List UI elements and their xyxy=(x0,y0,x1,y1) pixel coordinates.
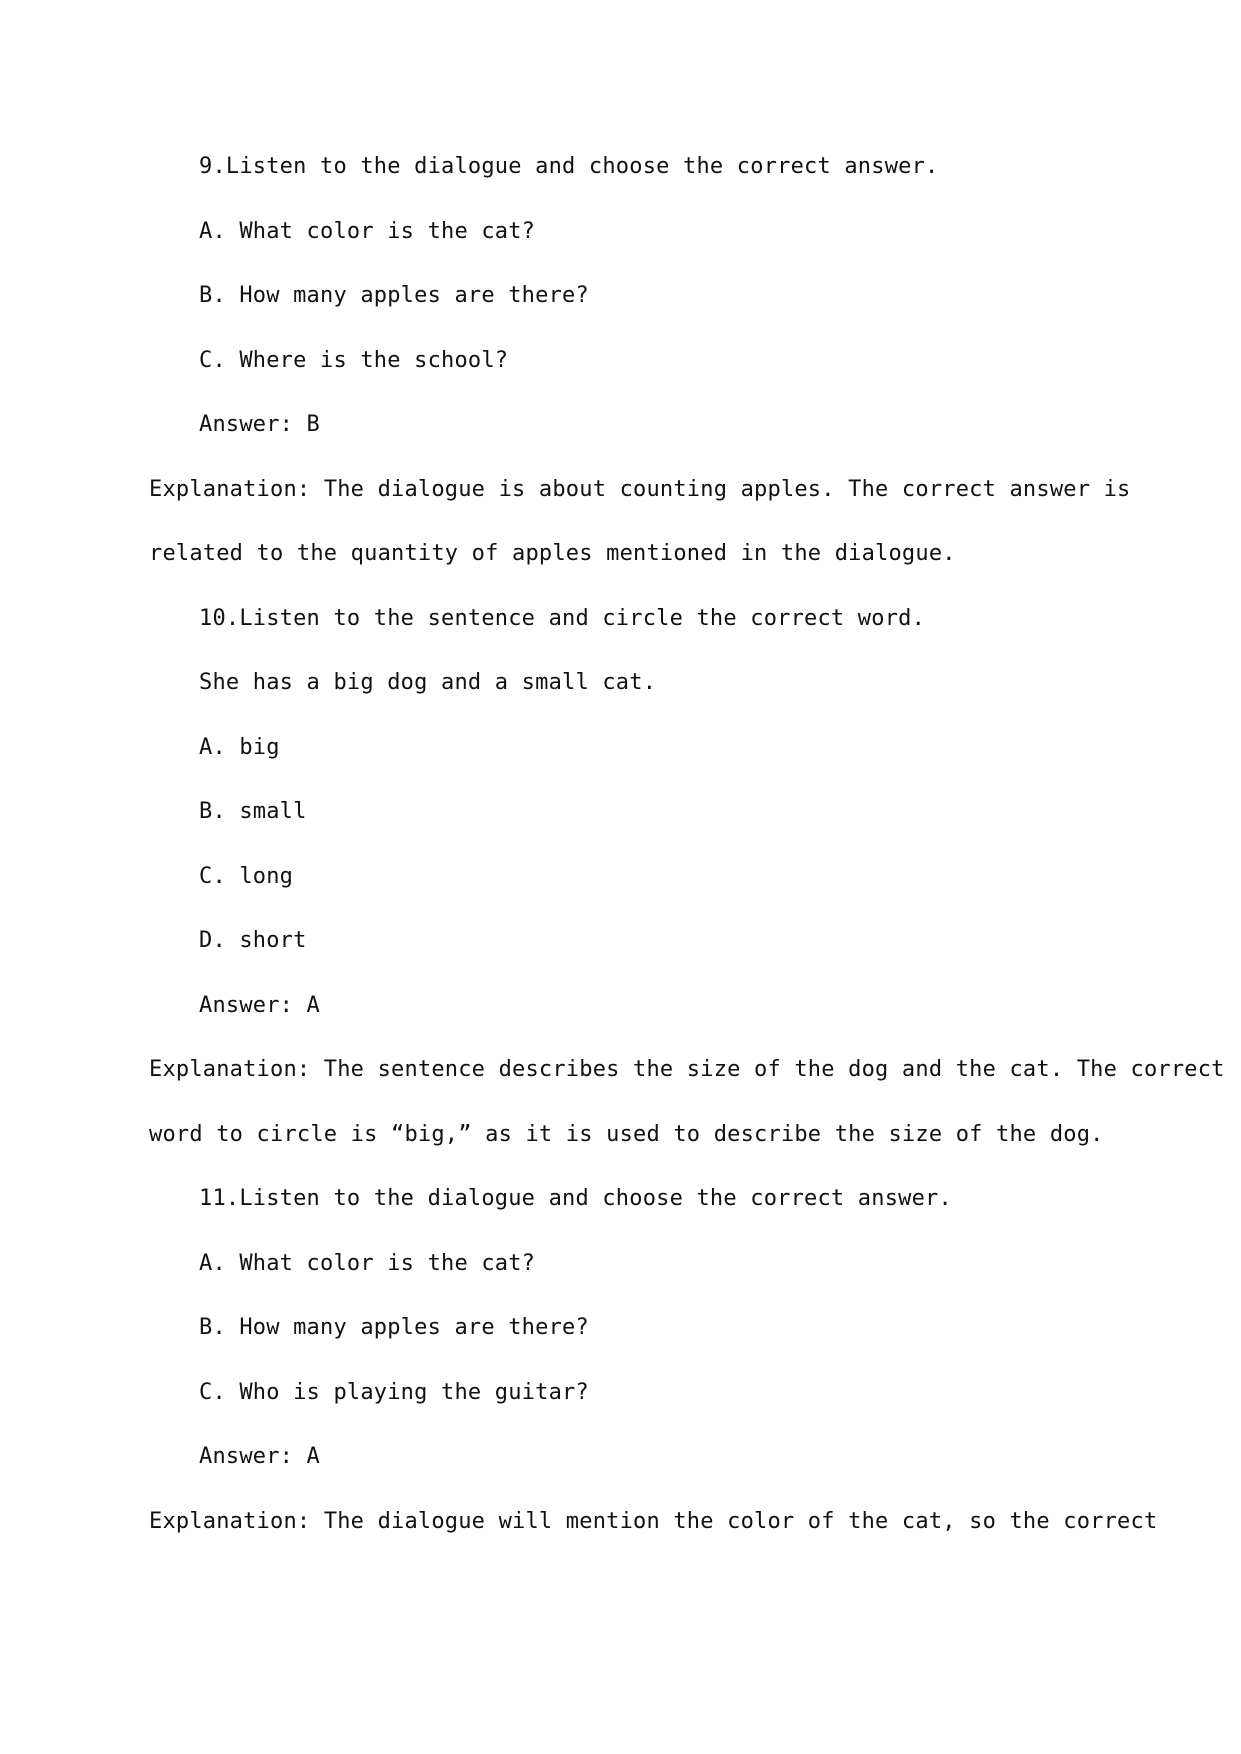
question-10-prompt: 10.Listen to the sentence and circle the correct word. xyxy=(199,606,926,631)
question-11-explanation-line-1: Explanation: The dialogue will mention the color of the cat, so the correct xyxy=(149,1509,1158,1534)
question-9-option-a: A. What color is the cat? xyxy=(199,219,536,244)
question-11-option-b: B. How many apples are there? xyxy=(199,1315,589,1340)
question-11-option-a: A. What color is the cat? xyxy=(199,1251,536,1276)
question-10-option-c: C. long xyxy=(199,864,294,889)
question-11-answer: Answer: A xyxy=(199,1444,321,1469)
question-9-option-b: B. How many apples are there? xyxy=(199,283,589,308)
question-10-explanation-line-2: word to circle is “big,” as it is used to describe the size of the dog. xyxy=(149,1122,1104,1147)
question-9-prompt: 9.Listen to the dialogue and choose the correct answer. xyxy=(199,154,939,179)
question-9-explanation-line-2: related to the quantity of apples mentioned in the dialogue. xyxy=(149,541,956,566)
question-10-option-b: B. small xyxy=(199,799,307,824)
question-11-prompt: 11.Listen to the dialogue and choose the correct answer. xyxy=(199,1186,952,1211)
question-10-answer: Answer: A xyxy=(199,993,321,1018)
question-10-explanation-line-1: Explanation: The sentence describes the size of the dog and the cat. The correct xyxy=(149,1057,1225,1082)
question-9-answer: Answer: B xyxy=(199,412,321,437)
question-10-sentence: She has a big dog and a small cat. xyxy=(199,670,657,695)
question-9-explanation-line-1: Explanation: The dialogue is about counting apples. The correct answer is xyxy=(149,477,1131,502)
question-10-option-a: A. big xyxy=(199,735,280,760)
question-10-option-d: D. short xyxy=(199,928,307,953)
question-9-option-c: C. Where is the school? xyxy=(199,348,509,373)
question-11-option-c: C. Who is playing the guitar? xyxy=(199,1380,589,1405)
